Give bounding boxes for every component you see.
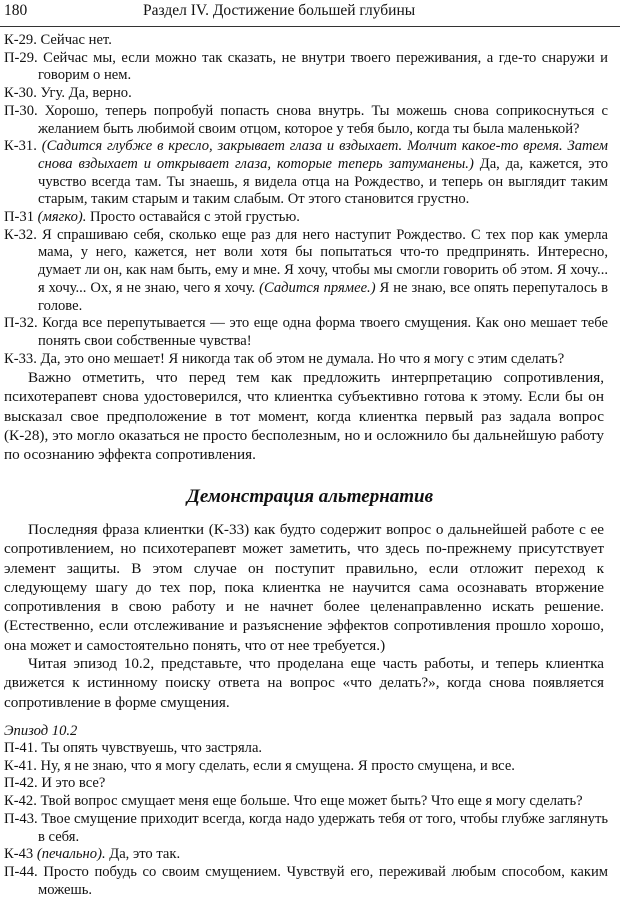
dialogue-turn: К-29. Сейчас нет. [4, 32, 112, 48]
episode-label: Эпизод 10.2 [4, 723, 78, 739]
dialogue-turn: К-43 (печально). Да, это так. [4, 846, 181, 863]
running-title: Раздел IV. Достижение большей глубины [143, 2, 416, 19]
dialogue-turn: К-31. (Садится глубже в кресло, закрывает глаза и вздыхает. Молчит какое-то время. Затем снова вздыхает и открывает глаза, которые теперь затуманены.) Да, да, кажется, это чувство всегда там. Ты знаешь, я видела отца на Рождество, и теперь он выглядит таким старым, таким старым и таким слабым. От этого становится грустно. [4, 138, 608, 208]
dialogue-turn: К-33. Да, это оно мешает! Я никогда так об этом не думала. Но что я могу с этим сделать? [4, 350, 565, 367]
dialogue-turn: К-42. Твой вопрос смущает меня еще больше. Что еще может быть? Что еще я могу сделать? [4, 793, 583, 810]
dialogue-block-1 [4, 32, 608, 368]
dialogue-turn: П-29. Сейчас мы, если можно так сказать, не внутри твоего переживания, а где-то снаружи и говорим о нем. [4, 49, 608, 84]
page-header [4, 2, 608, 22]
dialogue-turn: П-32. Когда все перепутывается — это еще одна форма твоего смущения. Как оно мешает тебе понять свои собственные чувства! [4, 315, 608, 349]
dialogue-turn: П-31 (мягко). Просто оставайся с этой грустью. [4, 209, 300, 226]
section-heading: Демонстрация альтернатив [186, 486, 434, 507]
body-paragraph: Читая эпизод 10.2, представьте, что проделана еще часть работы, и теперь клиентка движется к истинному поиску ответа на вопрос «что делать?», когда снова появляется сопротивление в форме смущения. [4, 655, 604, 711]
body-paragraph: Важно отметить, что перед тем как предложить интерпретацию сопротивления, психотерапевт снова удостоверился, что клиентка субъективно готова к этому. Если бы он высказал свое предположение в тот момент, когда клиентка первый раз задала вопрос (К-28), это могло оказаться не просто бесполезным, но и осложнило бы дальнейшую работу по осознанию эффекта сопротивления. [4, 369, 604, 464]
dialogue-turn: П-41. Ты опять чувствуешь, что застряла. [4, 740, 263, 756]
dialogue-turn: П-30. Хорошо, теперь попробуй попасть снова внутрь. Ты можешь снова соприкоснуться с желанием быть любимой своим отцом, которое у тебя было, когда ты была маленькой? [4, 102, 608, 137]
page-number: 180 [4, 2, 28, 19]
dialogue-turn: К-30. Угу. Да, верно. [4, 85, 132, 102]
body-paragraph: Последняя фраза клиентки (К-33) как будто содержит вопрос о дальнейшей работе с ее сопротивлением, но психотерапевт может заметить, что здесь по-прежнему присутствует элемент защиты. В этом случае он поступит правильно, если отложит переход к следующему шагу до тех пор, пока клиентка не научится сама осознавать вторжение сопротивления в свою работу и не начнет более целенаправленно искать решение. (Естественно, если отслеживание и разъяснение эффектов сопротивления прошло хорошо, она может и самостоятельно понять, что от нее требуется.) [4, 521, 604, 654]
dialogue-turn: К-32. Я спрашиваю себя, сколько еще раз для него наступит Рождество. С тех пор как умерла мама, у него, кажется, нет воли хотя бы попытаться что-то предпринять. Интересно, думает ли он, как нам быть, ему и мне. Я хочу, чтобы мы смогли говорить об этом. Я хочу... я хочу... Ох, я не знаю, чего я хочу. (Садится прямее.) Я не знаю, все опять перепуталось в голове. [4, 226, 608, 314]
dialogue-turn: К-41. Ну, я не знаю, что я могу сделать, если я смущена. Я просто смущена, и все. [4, 757, 515, 774]
dialogue-block-2 [4, 740, 608, 899]
header-rule [0, 26, 620, 27]
dialogue-turn: П-44. Просто побудь со своим смущением. Чувствуй его, переживай любым способом, каким можешь. [4, 863, 608, 898]
dialogue-turn: П-43. Твое смущение приходит всегда, когда надо удержать тебя от того, чтобы глубже заглянуть в себя. [4, 810, 608, 845]
dialogue-turn: П-42. И это все? [4, 775, 106, 792]
